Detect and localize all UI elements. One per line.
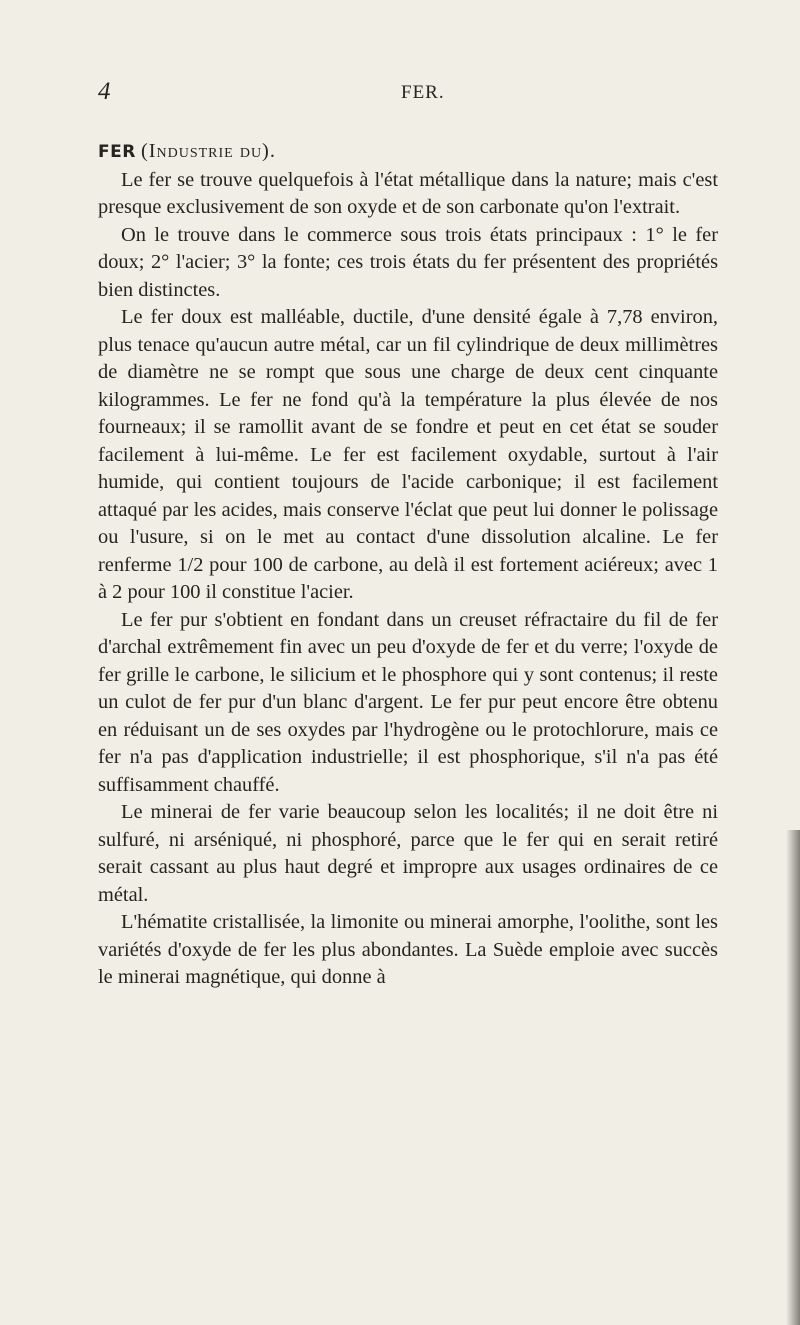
article-paragraph: Le minerai de fer varie beaucoup selon les localités; il ne doit être ni sulfuré, ni arséniqué, ni phosphoré, parce que le fer qui en serait retiré serait cassant au plus haut degré et impropre aux usages ordinaires de ce métal.	[98, 801, 718, 906]
article-paragraph: L'hématite cristallisée, la limonite ou minerai amorphe, l'oolithe, sont les variétés d'oxyde de fer les plus abondantes. La Suède emploie avec succès le minerai magnétique, qui donne à	[98, 911, 718, 988]
article-paragraph: Le fer se trouve quelquefois à l'état métallique dans la nature; mais c'est presque exclusivement de son oxyde et de son carbonate qu'on l'extrait.	[98, 168, 718, 218]
article-title-subtitle: (Industrie du).	[140, 140, 276, 162]
running-head: FER.	[401, 82, 445, 103]
article-body	[98, 138, 718, 992]
article-paragraph: Le fer doux est malléable, ductile, d'une densité égale à 7,78 environ, plus tenace qu'aucun autre métal, car un fil cylindrique de deux millimètres de diamètre ne se rompt que sous une charge de deux cent cinquante kilogrammes. Le fer ne fond qu'à la température la plus élevée de nos fourneaux; il se ramollit avant de se fondre et peut en cet état se souder facilement à lui-même. Le fer est facilement oxydable, surtout à l'air humide, qui contient toujours de l'acide carbonique; il est facilement attaqué par les acides, mais conserve l'éclat que peut lui donner le polissage ou l'usure, si on le met au contact d'une dissolution alcaline. Le fer renferme 1/2 pour 100 de carbone, au delà il est fortement aciéreux; avec 1 à 2 pour 100 il constitue l'acier.	[98, 306, 718, 603]
page-header	[98, 78, 718, 108]
article-title: FER	[98, 142, 136, 162]
page-number: 4	[98, 78, 111, 105]
article-paragraph	[98, 138, 718, 167]
article-paragraph: On le trouve dans le commerce sous trois états principaux : 1° le fer doux; 2° l'acier; 3° la fonte; ces trois états du fer présentent des propriétés bien distinctes.	[98, 223, 718, 301]
page-edge-shadow	[786, 830, 800, 1325]
article-paragraph: Le fer pur s'obtient en fondant dans un creuset réfractaire du fil de fer d'archal extrêmement fin avec un peu d'oxyde de fer et du verre; l'oxyde de fer grille le carbone, le silicium et le phosphore qui y sont contenus; il reste un culot de fer pur d'un blanc d'argent. Le fer pur peut encore être obtenu en réduisant un de ses oxydes par l'hydrogène ou le protochlorure, mais ce fer n'a pas d'application industrielle; il est phosphorique, s'il n'a pas été suffisamment chauffé.	[98, 608, 718, 796]
